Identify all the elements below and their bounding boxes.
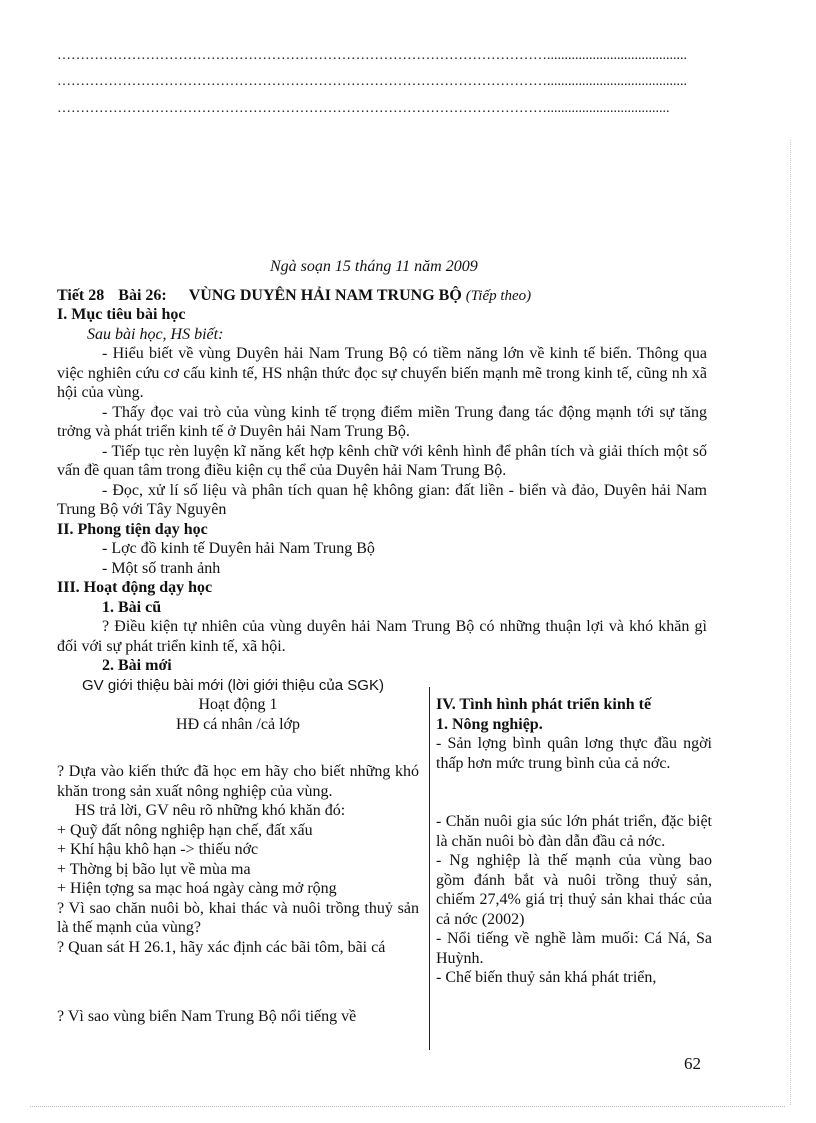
section-objectives (57, 305, 707, 695)
activity-mode: HĐ cá nhân /cả lớp (176, 715, 300, 733)
content-column (436, 687, 712, 988)
footer-dots (30, 1106, 785, 1109)
table-divider (429, 687, 430, 1050)
objectives-heading: I. Mục tiêu bài học (57, 306, 186, 323)
page-number: 62 (684, 1054, 701, 1073)
lesson-name: VÙNG DUYÊN HẢI NAM TRUNG BỘ (188, 287, 462, 304)
objective-item: - Đọc, xử lí số liệu và phân tích quan hệ không gian: đất liền - biển và đảo, Duyên hải Nam Trung Bộ với Tây Nguyên (57, 481, 707, 518)
lesson-number: Tiết 28 (57, 287, 105, 304)
lesson-continued: (Tiếp theo) (465, 288, 532, 304)
lesson-bai: Bài 26: (118, 287, 167, 304)
old-lesson-heading: 1. Bài cũ (102, 598, 162, 616)
question-3: ? Quan sát H 26.1, hãy xác định các bãi tôm, bãi cá (57, 938, 386, 956)
question-1: ? Dựa vào kiến thức đã học em hãy cho biết những khó khăn trong sản xuất nông nghiệp của vùng. (57, 763, 419, 800)
activities-heading: III. Hoạt động dạy học (57, 579, 213, 596)
content-paragraph: - Chăn nuôi gia súc lớn phát triển, đặc biệt là chăn nuôi bò đàn dẫn đầu cả nớc. (436, 813, 712, 850)
means-heading: II. Phong tiện dạy học (57, 520, 208, 538)
dotted-line-1: ……………………………………………………………………………………………........................................ (57, 48, 687, 63)
difficulty-item: + Hiện tợng sa mạc hoá ngày càng mở rộng (57, 880, 337, 897)
objective-item: - Hiểu biết về vùng Duyên hải Nam Trung Bộ có tiềm năng lớn về kinh tế biển. Thông qua việc nghiên cứu cơ cấu kinh tế, HS nhận thức đọc sự chuyển biến mạnh mẽ trong kinh tế, cũng nh xã hội của vùng. (57, 345, 707, 401)
activity-table (57, 687, 712, 1050)
dotted-line-2: ……………………………………………………………………………………………........................................ (57, 74, 687, 89)
teacher-student-column (57, 687, 419, 1027)
old-lesson-question: ? Điều kiện tự nhiên của vùng duyên hải Nam Trung Bộ có những thuận lợi và khó khăn gì đối với sự phát triển kinh tế, xã hội. (57, 618, 707, 655)
dotted-line-3: ……………………………………………………………………………………………................................... (57, 101, 670, 116)
means-item: - Một số tranh ảnh (102, 559, 221, 577)
margin-dots (790, 140, 792, 1105)
new-lesson-intro: GV giới thiệu bài mới (lời giới thiệu của SGK) (82, 676, 384, 694)
lesson-title (57, 287, 531, 305)
answer-intro: HS trả lời, GV nêu rõ những khó khăn đó: (75, 802, 346, 819)
agriculture-heading: 1. Nông nghiệp. (436, 715, 543, 733)
objective-item: - Thấy đọc vai trò của vùng kinh tế trọng điểm miền Trung đang tác động mạnh tới sự tăng trởng và phát triển kinh tế ở Duyên hải Nam Trung Bộ. (57, 403, 707, 440)
new-lesson-heading: 2. Bài mới (102, 657, 172, 674)
objective-item: - Tiếp tục rèn luyện kĩ năng kết hợp kênh chữ với kênh hình để phân tích và giải thích một số vấn đề quan tâm trong điều kiện cụ thể của Duyên hải Nam Trung Bộ. (57, 442, 707, 479)
preparation-date: Ngà soạn 15 tháng 11 năm 2009 (270, 258, 478, 275)
difficulty-item: + Thờng bị bão lụt về mùa ma (57, 860, 251, 878)
difficulty-item: + Quỹ đất nông nghiệp hạn chế, đất xấu (57, 821, 313, 839)
content-paragraph: - Chế biến thuỷ sản khá phát triển, (436, 969, 657, 986)
means-item: - Lợc đồ kinh tế Duyên hải Nam Trung Bộ (102, 540, 375, 557)
objectives-intro: Sau bài học, HS biết: (87, 325, 224, 343)
content-paragraph: - Ng nghiệp là thế mạnh của vùng bao gồm đánh bắt và nuôi trồng thuỷ sản, chiếm 27,4% giá trị thuỷ sản khai thác của cả nớc (2002) (436, 852, 712, 928)
difficulty-item: + Khí hậu khô hạn -> thiếu nớc (57, 841, 259, 858)
question-4: ? Vì sao vùng biển Nam Trung Bộ nổi tiếng về (57, 1008, 357, 1025)
content-paragraph: - Nổi tiếng về nghề làm muối: Cá Ná, Sa Huỳnh. (436, 930, 712, 967)
development-heading: IV. Tình hình phát triển kinh tế (436, 696, 652, 713)
content-paragraph: - Sản lợng bình quân lơng thực đầu ngời thấp hơn mức trung bình của cả nớc. (436, 735, 712, 772)
question-2: ? Vì sao chăn nuôi bò, khai thác và nuôi trồng thuỷ sản là thế mạnh của vùng? (57, 899, 419, 936)
activity-title: Hoạt động 1 (198, 696, 278, 713)
